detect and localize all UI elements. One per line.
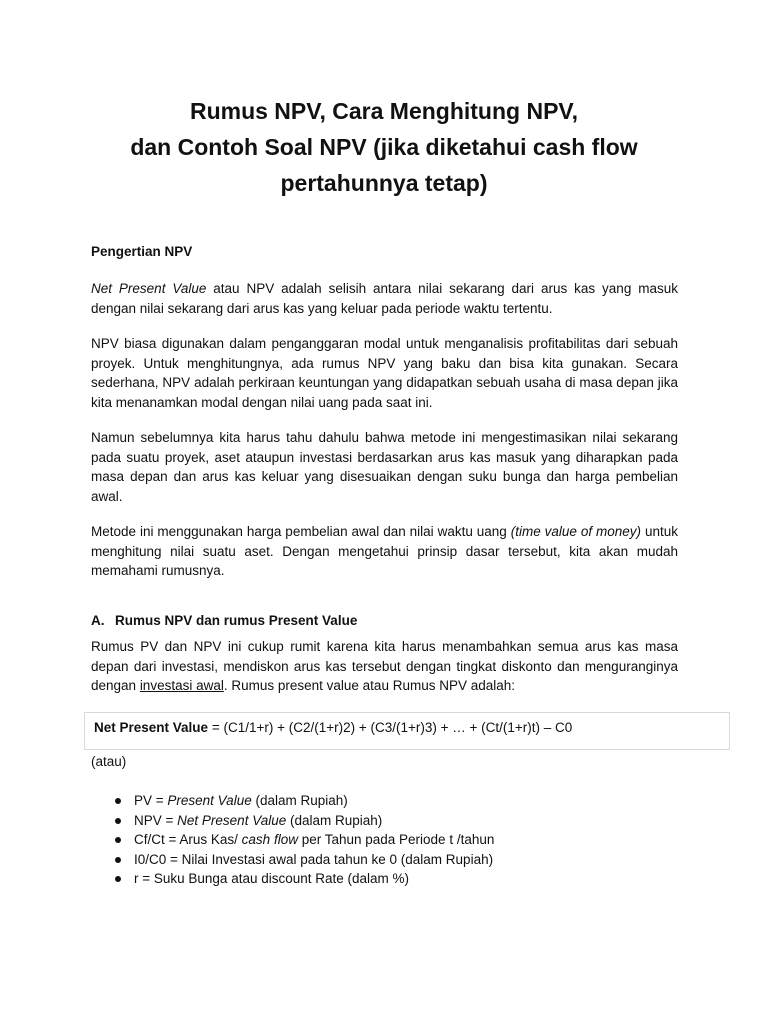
- definition-text: atau NPV adalah selisih antara nilai sekarang dari arus kas yang masuk dengan nilai sekarang dari arus kas yang keluar pada periode waktu tertentu.: [91, 281, 678, 316]
- list-item: [110, 869, 494, 889]
- section-heading-a-text: Rumus NPV dan rumus Present Value: [115, 613, 358, 628]
- term-time-value-of-money: (time value of money): [510, 524, 642, 539]
- term-net-present-value: Net Present Value: [91, 281, 207, 296]
- paragraph-time-value: [91, 522, 678, 581]
- investasi-awal-link[interactable]: investasi awal: [139, 678, 224, 693]
- formula-intro-text-pre: Rumus PV dan NPV ini cukup rumit karena kita harus menambahkan semua arus kas masa depan dari investasi, mendiskon arus kas tersebut dengan tingkat diskonto dan menguranginya dengan: [91, 639, 678, 693]
- paragraph-definition: [91, 279, 678, 318]
- variable-list: [110, 791, 494, 889]
- list-item-text: PV =: [134, 793, 168, 808]
- list-item-text: I0/C0 = Nilai Investasi awal pada tahun ke 0 (dalam Rupiah): [134, 851, 494, 867]
- title-line-1: Rumus NPV, Cara Menghitung NPV,: [189, 98, 579, 124]
- paragraph-method: Namun sebelumnya kita harus tahu dahulu bahwa metode ini mengestimasikan nilai sekarang pada suatu proyek, aset ataupun investasi berdasarkan arus kas masuk yang diharapkan pada masa depan dan arus kas keluar yang disesuaikan dengan suku bunga dan harga pembelian awal.: [91, 430, 678, 504]
- list-item-italic: Present Value: [167, 793, 252, 808]
- paragraph-formula-intro: [91, 637, 678, 696]
- bullet-icon: [115, 818, 121, 824]
- formula-box: [84, 712, 730, 750]
- bullet-icon: [115, 837, 121, 843]
- title-line-2: dan Contoh Soal NPV (jika diketahui cash flow: [130, 134, 638, 160]
- list-item: [110, 850, 494, 870]
- list-item: [110, 791, 494, 811]
- list-item-text: r = Suku Bunga atau discount Rate (dalam %): [134, 871, 410, 886]
- section-heading-a: [91, 611, 357, 631]
- bullet-icon: [115, 857, 121, 863]
- title-line-3: pertahunnya tetap): [280, 170, 488, 196]
- list-item-italic: Net Present Value: [177, 812, 287, 828]
- list-item-text: NPV =: [134, 812, 178, 828]
- list-item-italic: cash flow: [241, 832, 298, 847]
- atau-label: (atau): [91, 754, 127, 769]
- formula-label: Net Present Value: [94, 720, 209, 735]
- section-letter: A.: [91, 613, 105, 628]
- list-item-suffix: per Tahun pada Periode t /tahun: [297, 832, 495, 847]
- list-item-suffix: (dalam Rupiah): [286, 812, 383, 828]
- section-heading-pengertian: Pengertian NPV: [91, 244, 193, 259]
- formula-intro-text-post: . Rumus present value atau Rumus NPV adalah:: [223, 678, 516, 693]
- bullet-icon: [115, 798, 121, 804]
- document-title: [60, 93, 708, 201]
- time-value-text-pre: Metode ini menggunakan harga pembelian awal dan nilai waktu uang: [91, 524, 511, 539]
- list-item-text: Cf/Ct = Arus Kas/: [134, 832, 242, 847]
- list-item: [110, 830, 494, 850]
- list-item: [110, 811, 494, 831]
- list-item-suffix: (dalam Rupiah): [251, 793, 348, 808]
- paragraph-usage: NPV biasa digunakan dalam penganggaran modal untuk menganalisis profitabilitas dari sebuah proyek. Untuk menghitungnya, ada rumus NPV yang baku dan bisa kita gunakan. Secara sederhana, NPV adalah perkiraan keuntungan yang didapatkan sebuah usaha di masa depan jika kita menanamkan modal dengan nilai uang pada saat ini.: [91, 336, 678, 410]
- bullet-icon: [115, 876, 121, 882]
- formula-expression: = (C1/1+r) + (C2/(1+r)2) + (C3/(1+r)3) + … + (Ct/(1+r)t) – C0: [208, 720, 573, 735]
- time-value-text-post: untuk menghitung nilai suatu aset. Dengan mengetahui prinsip dasar tersebut, kita akan mudah memahami rumusnya.: [91, 524, 678, 578]
